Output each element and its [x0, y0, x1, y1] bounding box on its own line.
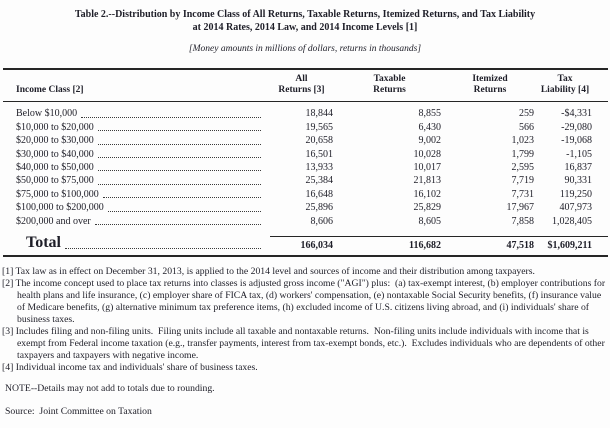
table-row: [3, 174, 608, 187]
itemized-returns-cell: 566: [519, 121, 534, 133]
footnote-marker: [2]: [2, 277, 14, 289]
footnotes: [2, 266, 606, 375]
dot-leader: [98, 144, 261, 145]
all-returns-cell: 25,896: [305, 202, 333, 214]
income-class-cell: $50,000 to $75,000: [3, 175, 270, 187]
tax-liability-cell: -19,068: [561, 135, 592, 147]
taxable-returns-cell: 10,028: [413, 148, 441, 160]
table-title-line2: at 2014 Rates, 2014 Law, and 2014 Income Levels [1]: [192, 22, 418, 33]
footnote-2: [2] The income concept used to place tax returns into classes is adjusted gross income ("AGI") plus: (a) tax-exempt interest, (b) employer contributions for health plans and life insurance, (c) employer share of FICA tax, (d) workers' compensation, (e) nontaxable Social Security benefits, (f) insurance value of Medicare benefits, (g) alternative minimum tax preference items, (h) excluded income of U.S. citizens living abroad, and (i) individuals' share of business taxes.: [2, 277, 608, 325]
table-row: [3, 134, 608, 147]
all-returns-cell: 20,658: [305, 135, 333, 147]
all-returns-cell: 13,933: [305, 161, 333, 173]
income-class-cell: $75,000 to $100,000: [3, 189, 270, 201]
income-class-cell: $10,000 to $20,000: [3, 122, 270, 134]
table-title: [0, 8, 610, 34]
dot-leader: [103, 197, 261, 198]
taxable-returns-cell: 10,017: [413, 161, 441, 173]
header-all-returns: All Returns [3]: [278, 74, 325, 95]
dot-leader: [81, 117, 261, 118]
dot-leader: [65, 248, 261, 249]
all-returns-cell: 19,565: [305, 121, 333, 133]
income-distribution-table: [3, 68, 608, 257]
table-row: [3, 107, 608, 120]
taxable-returns-cell: 8,855: [418, 108, 441, 120]
itemized-returns-cell: 7,719: [511, 175, 534, 187]
tax-liability-cell: 90,331: [564, 175, 592, 187]
header-tax-liability: Tax Liability [4]: [540, 74, 590, 95]
taxable-returns-cell: 9,002: [418, 135, 441, 147]
itemized-returns-cell: 1,799: [511, 148, 534, 160]
footnote-marker: [3]: [2, 325, 14, 337]
itemized-returns-cell: 1,023: [511, 135, 534, 147]
table-title-line1: Table 2.--Distribution by Income Class of All Returns, Taxable Returns, Itemized Returns, and Tax Liability: [74, 9, 536, 20]
income-class-cell: $40,000 to $50,000: [3, 162, 270, 174]
income-class-cell: $20,000 to $30,000: [3, 135, 270, 147]
table-subtitle: [Money amounts in millions of dollars, returns in thousands]: [188, 44, 422, 54]
footnote-marker: [4]: [2, 362, 14, 374]
all-returns-cell: 25,384: [305, 175, 333, 187]
total-tax-liability-cell: $1,609,211: [538, 236, 608, 252]
table-row: [3, 187, 608, 200]
footnote-marker: [1]: [2, 265, 14, 277]
table-row: [3, 201, 608, 214]
total-itemized-returns-cell: 47,518: [446, 236, 538, 252]
itemized-returns-cell: 7,858: [511, 215, 534, 227]
tax-liability-cell: -1,105: [566, 148, 592, 160]
all-returns-cell: 16,648: [305, 188, 333, 200]
table-row: [3, 214, 608, 227]
total-row: [3, 234, 608, 255]
taxable-returns-cell: 21,813: [413, 175, 441, 187]
income-class-cell: $100,000 to $200,000: [3, 202, 270, 214]
taxable-returns-cell: 6,430: [418, 121, 441, 133]
footnote-3: [3] Includes filing and non-filing units. Filing units include all taxable and nontaxable returns. Non-filing units include individuals with income that is exempt from Federal income taxation (e.g., transfer payments, interest from tax-exempt bonds, etc.). Excludes individuals who are dependents of other taxpayers and taxpayers with negative income.: [2, 325, 608, 362]
dot-leader: [98, 184, 261, 185]
tax-liability-cell: 16,837: [564, 161, 592, 173]
total-all-returns-cell: 166,034: [270, 236, 338, 252]
itemized-returns-cell: 259: [519, 108, 534, 120]
dot-leader: [98, 157, 261, 158]
footnote-4: [4] Individual income tax and individuals' share of business taxes.: [2, 362, 258, 374]
table-row: [3, 120, 608, 133]
tax-liability-cell: -$4,331: [561, 108, 592, 120]
taxable-returns-cell: 25,829: [413, 202, 441, 214]
header-itemized-returns: Itemized Returns: [472, 74, 508, 95]
table-row: [3, 161, 608, 174]
all-returns-cell: 8,606: [310, 215, 333, 227]
table-row: [3, 147, 608, 160]
taxable-returns-cell: 16,102: [413, 188, 441, 200]
taxable-returns-cell: 8,605: [418, 215, 441, 227]
itemized-returns-cell: 7,731: [511, 188, 534, 200]
tax-liability-cell: 119,250: [559, 188, 592, 200]
all-returns-cell: 18,844: [305, 108, 333, 120]
dot-leader: [108, 211, 261, 212]
source-line: Source: Joint Committee on Taxation: [5, 406, 152, 418]
all-returns-cell: 16,501: [305, 148, 333, 160]
header-income-class: Income Class [2]: [16, 85, 84, 95]
income-class-cell: Below $10,000: [3, 108, 270, 120]
itemized-returns-cell: 17,967: [506, 202, 534, 214]
footnote-1: [1] Tax law as in effect on December 31, 2013, is applied to the 2014 level and sources of income and their distribution among taxpayers.: [2, 265, 535, 277]
dot-leader: [95, 224, 261, 225]
header-taxable-returns: Taxable Returns: [373, 74, 406, 95]
income-class-cell: $30,000 to $40,000: [3, 149, 270, 161]
table-header-row: [3, 68, 608, 102]
dot-leader: [98, 170, 261, 171]
dot-leader: [98, 130, 261, 131]
total-taxable-returns-cell: 116,682: [338, 236, 446, 252]
itemized-returns-cell: 2,595: [511, 161, 534, 173]
table-body: [3, 102, 608, 255]
tax-liability-cell: -29,080: [561, 121, 592, 133]
tax-liability-cell: 1,028,405: [552, 215, 592, 227]
rounding-note: NOTE--Details may not add to totals due to rounding.: [5, 383, 215, 395]
total-label-cell: Total: [3, 234, 270, 252]
income-class-cell: $200,000 and over: [3, 216, 270, 228]
tax-liability-cell: 407,973: [559, 202, 592, 214]
